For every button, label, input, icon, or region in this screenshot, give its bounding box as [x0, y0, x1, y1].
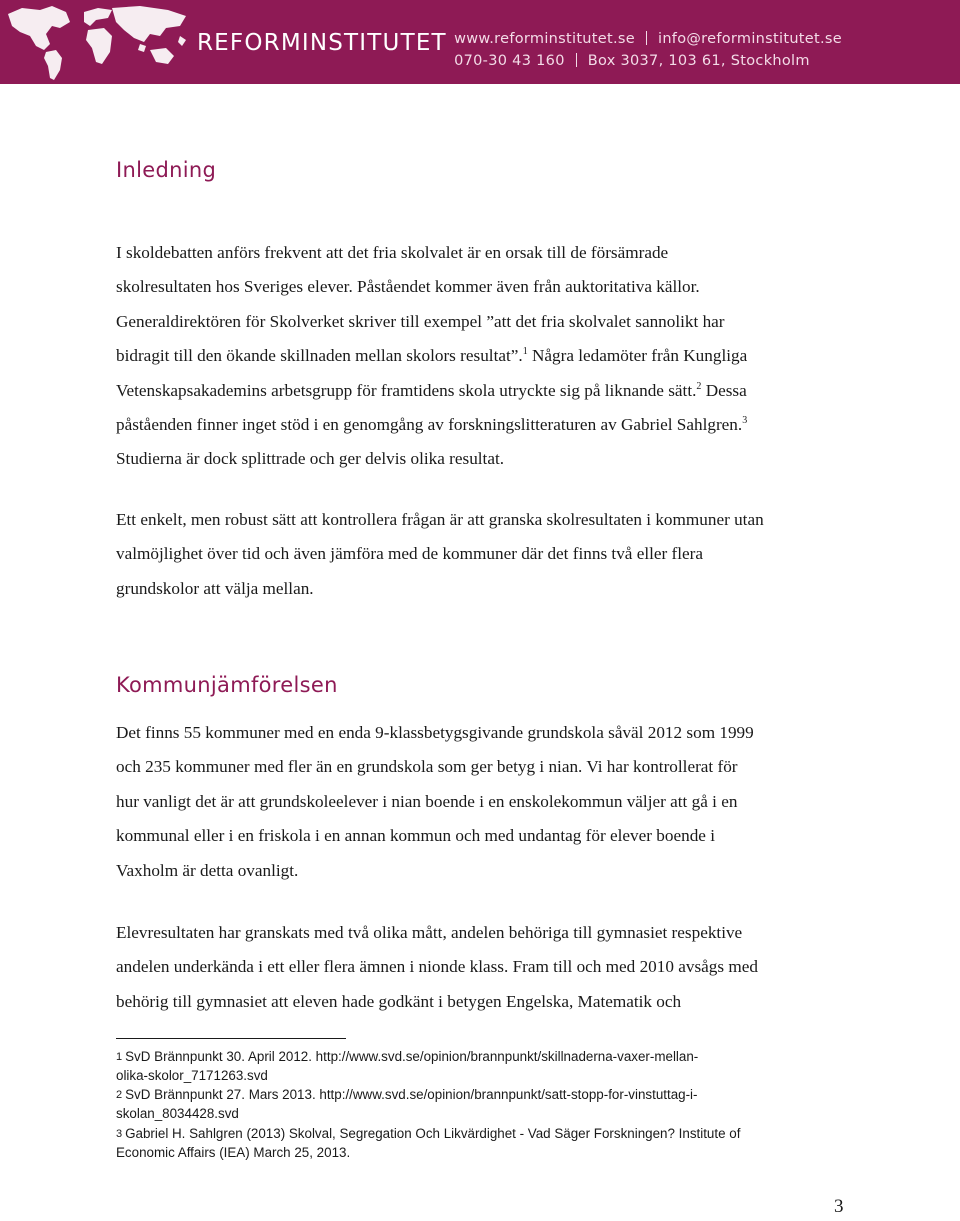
- phone-number: 070-30 43 160: [454, 53, 565, 69]
- intro-paragraph-2: [116, 503, 846, 606]
- text-line: skolresultaten hos Sveriges elever. Påståendet kommer även från auktoritativa källor.: [116, 277, 700, 297]
- text-line: Dessa: [701, 380, 747, 400]
- email-link[interactable]: info@reforminstitutet.se: [657, 31, 842, 47]
- text-line: Ett enkelt, men robust sätt att kontrollera frågan är att granska skolresultaten i kommuner utan: [116, 510, 764, 529]
- footnote-2: [116, 1086, 856, 1123]
- text-line: Elevresultaten har granskats med två olika mått, andelen behöriga till gymnasiet respektive: [116, 923, 743, 942]
- header-band: [0, 0, 960, 84]
- brand-logo-text: REFORMINSTITUTET: [197, 30, 447, 56]
- website-link[interactable]: www.reforminstitutet.se: [454, 31, 635, 47]
- text-line: I skoldebatten anförs frekvent att det fria skolvalet är en orsak till de försämrade: [116, 243, 669, 262]
- footnote-3: [116, 1125, 856, 1162]
- footnote-number: 3: [116, 1128, 123, 1140]
- footnote-ref-1[interactable]: 1: [522, 346, 528, 358]
- text-line: andelen underkända i ett eller flera ämnen i nionde klass. Fram till och med 2010 avsågs med: [116, 957, 758, 977]
- postal-address: Box 3037, 103 61, Stockholm: [587, 53, 810, 69]
- section-heading-inledning: Inledning: [116, 158, 217, 182]
- text-line: påståenden finner inget stöd i en genomgång av forskningslitteraturen av Gabriel Sahlgren.: [116, 415, 743, 435]
- footnote-divider: [116, 1038, 346, 1039]
- contact-line-1: [454, 28, 842, 50]
- footnote-text[interactable]: skolan_8034428.svd: [116, 1105, 239, 1121]
- separator: [646, 31, 647, 45]
- text-line: Studierna är dock splittrade och ger delvis olika resultat.: [116, 449, 505, 469]
- separator: [576, 53, 577, 67]
- footnote-ref-2[interactable]: 2: [696, 380, 702, 392]
- text-line: Vetenskapsakademins arbetsgrupp för framtidens skola utryckte sig på liknande sätt.: [116, 380, 697, 400]
- footnote-ref-3[interactable]: 3: [742, 415, 748, 427]
- text-line: och 235 kommuner med fler än en grundskola som ger betyg i nian. Vi har kontrollerat för: [116, 757, 738, 777]
- komm-paragraph-2: [116, 916, 846, 1019]
- komm-paragraph-1: [116, 716, 846, 888]
- text-line: Generaldirektören för Skolverket skriver till exempel ”att det fria skolvalet sannolikt har: [116, 311, 725, 331]
- text-line: Det finns 55 kommuner med en enda 9-klassbetygsgivande grundskola såväl 2012 som 1999: [116, 723, 754, 742]
- contact-info: [454, 28, 842, 72]
- text-line: grundskolor att välja mellan.: [116, 578, 314, 598]
- footnote-text: Economic Affairs (IEA) March 25, 2013.: [116, 1144, 351, 1160]
- footnote-text[interactable]: olika-skolor_7171263.svd: [116, 1067, 268, 1083]
- text-line: Några ledamöter från Kungliga: [527, 346, 748, 366]
- section-heading-kommunjamforelsen: Kommunjämförelsen: [116, 673, 338, 697]
- footnote-text[interactable]: SvD Brännpunkt 27. Mars 2013. http://www.svd.se/opinion/brannpunkt/satt-stopp-for-vinstuttag-i-: [125, 1087, 698, 1102]
- footnote-text[interactable]: SvD Brännpunkt 30. April 2012. http://www.svd.se/opinion/brannpunkt/skillnaderna-vaxer-mellan-: [125, 1049, 699, 1064]
- text-line: behörig till gymnasiet att eleven hade godkänt i betygen Engelska, Matematik och: [116, 991, 682, 1011]
- page-number: 3: [834, 1196, 844, 1217]
- contact-line-2: [454, 50, 842, 72]
- text-line: hur vanligt det är att grundskoleelever i nian boende i en enskolekommun väljer att gå i en: [116, 791, 738, 811]
- text-line: valmöjlighet över tid och även jämföra med de kommuner där det finns två eller flera: [116, 544, 704, 564]
- footnote-number: 1: [116, 1051, 123, 1063]
- text-line: Vaxholm är detta ovanligt.: [116, 860, 299, 880]
- footnote-number: 2: [116, 1089, 123, 1101]
- text-line: kommunal eller i en friskola i en annan kommun och med undantag för elever boende i: [116, 826, 715, 846]
- intro-paragraph-1: [116, 236, 846, 477]
- text-line: bidragit till den ökande skillnaden mellan skolors resultat”.: [116, 346, 523, 366]
- world-map-logo-icon: [0, 0, 200, 84]
- footnote-text: Gabriel H. Sahlgren (2013) Skolval, Segregation Och Likvärdighet - Vad Säger Forskningen? Institute of: [125, 1126, 741, 1141]
- footnote-1: [116, 1048, 856, 1085]
